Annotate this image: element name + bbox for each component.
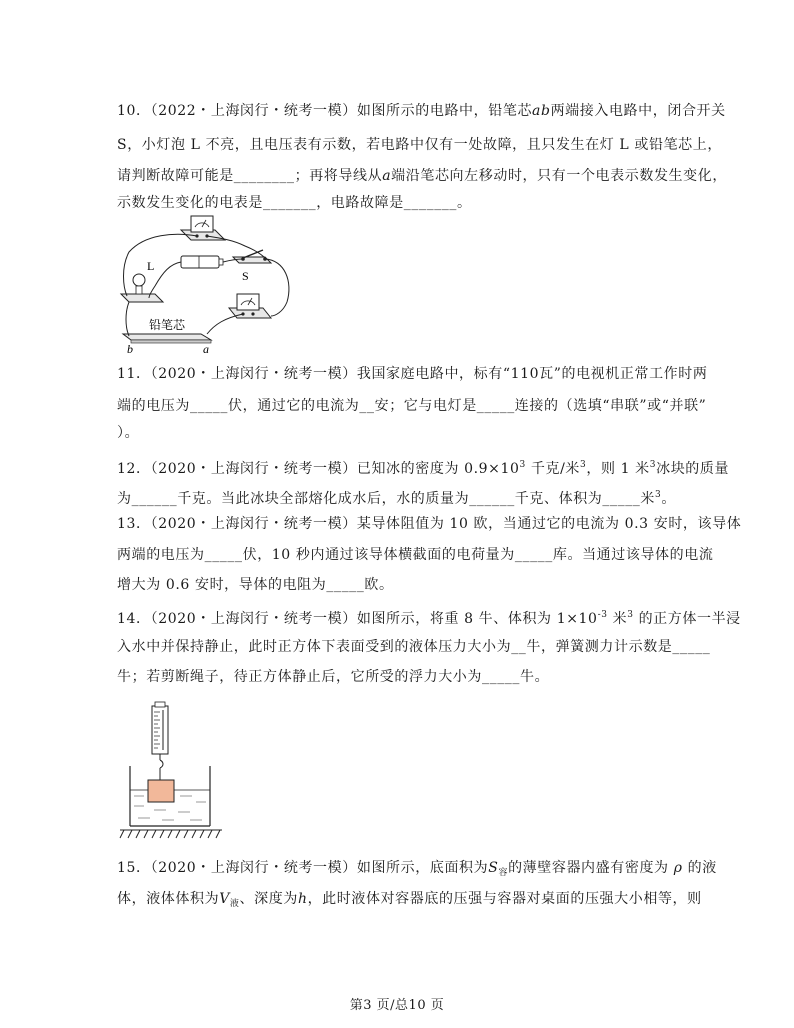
- q10-line-2: S，小灯泡 L 不亮，且电压表有示数，若电路中仅有一处故障，且只发生在灯 L 或铅笔芯上，: [117, 137, 722, 153]
- label-b: b: [127, 342, 133, 356]
- label-s: S: [242, 269, 249, 283]
- q11-line-1: 11．（2020・上海闵行・统考一模）我国家庭电路中，标有“110瓦”的电视机正常工作时两: [117, 366, 708, 382]
- pencil-core-board: [123, 334, 211, 343]
- q15-line-1: 15．（2020・上海闵行・统考一模）如图所示，底面积为$S_容$的薄壁容器内盛有密度为 ρ 的液: [117, 860, 717, 878]
- q14-line-2: 入水中并保持静止，此时正方体下表面受到的液体压力大小为__牛，弹簧测力计示数是_____: [117, 639, 711, 655]
- q13-line-1: 13．（2020・上海闵行・统考一模）某导体阻值为 10 欧，当通过它的电流为 0.3 安时，该导体: [117, 516, 742, 532]
- q11-line-2: 端的电压为_____伏，通过它的电流为__安；它与电灯是_____连接的（选填“串联”或“并联”: [117, 398, 707, 414]
- q10-line-3: 请判断故障可能是________；再将导线从a端沿笔芯向左移动时，只有一个电表示数发生变化，: [117, 168, 727, 184]
- circuit-figure: [115, 212, 300, 357]
- spring-scale-figure: [118, 700, 228, 845]
- q10-line-4: 示数发生变化的电表是_______，电路故障是_______。: [117, 195, 472, 211]
- q10-line-1: 10．（2022・上海闵行・统考一模）如图所示的电路中，铅笔芯ab两端接入电路中，闭合开关: [117, 103, 726, 119]
- q14-line-3: 牛；若剪断绳子，待正方体静止后，它所受的浮力大小为_____牛。: [117, 669, 550, 685]
- spring-scale: [152, 702, 168, 780]
- battery: [181, 256, 223, 268]
- voltmeter-top: [181, 216, 225, 240]
- q12-line-2: 为______千克。当此冰块全部熔化成水后，水的质量为______千克、体积为_____米$^3$。: [117, 490, 676, 507]
- q12-line-1: 12．（2020・上海闵行・统考一模）已知冰的密度为 $0.9\times 10^3$ 千克/米$^3$，则 1 米$^3$冰块的质量: [117, 460, 730, 477]
- q13-line-3: 增大为 0.6 安时，导体的电阻为_____欧。: [117, 577, 394, 593]
- cube-block: [148, 780, 174, 802]
- meter-bottom: [229, 294, 271, 318]
- q11-line-3: ）。: [117, 425, 140, 441]
- label-pencil-core: 铅笔芯: [149, 318, 186, 332]
- tabletop-hatch: [120, 830, 222, 838]
- q14-line-1: 14．（2020・上海闵行・统考一模）如图所示，将重 8 牛、体积为 $1\times 10^{-3}$ 米$^3$ 的正方体一半浸: [117, 610, 741, 627]
- q15-line-2: 体，液体体积为$V_液$、深度为h，此时液体对容器底的压强与容器对桌面的压强大小相等，则: [117, 891, 702, 909]
- switch-s: [233, 250, 271, 263]
- label-a: a: [203, 342, 209, 356]
- label-l: L: [147, 259, 155, 273]
- page-footer: 第3 页/总10 页: [349, 998, 445, 1013]
- lamp-l: [121, 274, 163, 302]
- q13-line-2: 两端的电压为_____伏，10 秒内通过该导体横截面的电荷量为_____库。当通过该导体的电流: [117, 547, 714, 563]
